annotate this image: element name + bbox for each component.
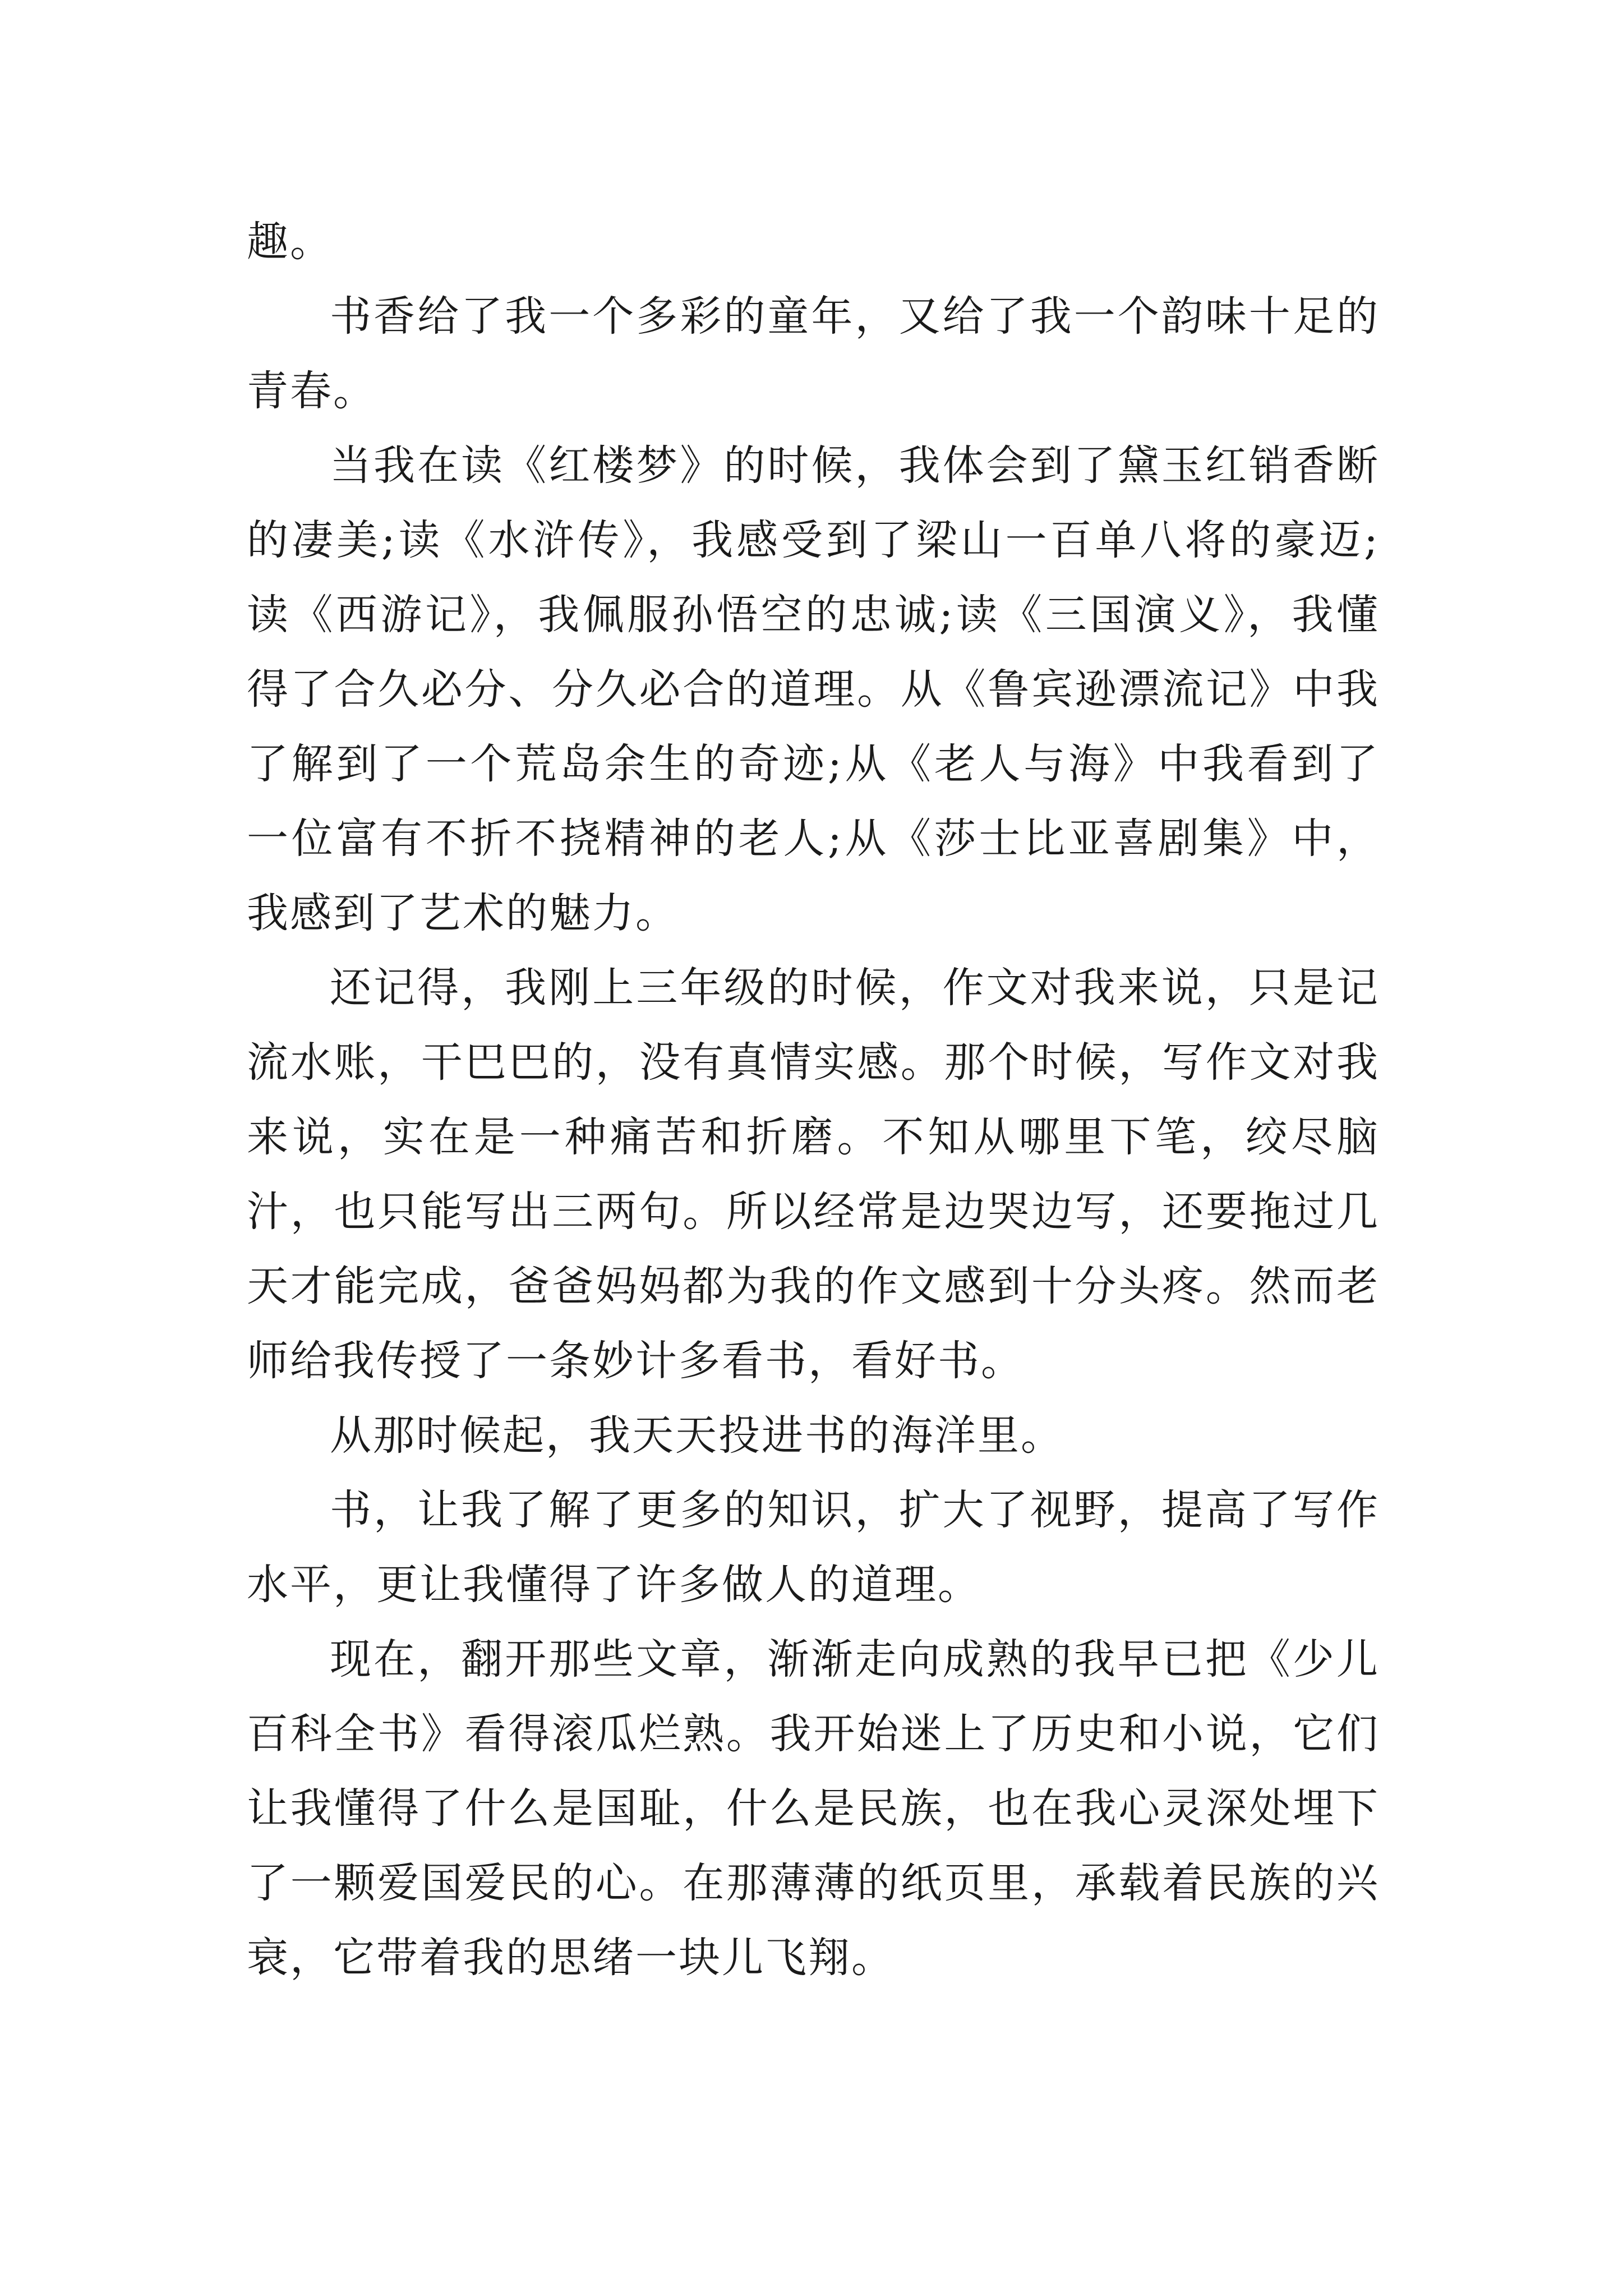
- paragraph-3: 当我在读《红楼梦》的时候，我体会到了黛玉红销香断的凄美;读《水浒传》，我感受到了梁山一百单八将的豪迈;读《西游记》，我佩服孙悟空的忠诚;读《三国演义》，我懂得了合久必分、分久必合的道理。从《鲁宾逊漂流记》中我了解到了一个荒岛余生的奇迹;从《老人与海》中我看到了一位富有不折不挠精神的老人;从《莎士比亚喜剧集》中，我感到了艺术的魅力。: [247, 441, 1380, 937]
- paragraph-5: 从那时候起，我天天投进书的海洋里。: [330, 1411, 1064, 1460]
- paragraph-6: 书，让我了解了更多的知识，扩大了视野，提高了写作水平，更让我懂得了许多做人的道理。: [247, 1486, 1380, 1609]
- document-body: [247, 205, 1380, 1995]
- paragraph-2: 书香给了我一个多彩的童年，又给了我一个韵味十足的青春。: [247, 292, 1380, 415]
- paragraph-1: 趣。: [247, 218, 333, 266]
- paragraph-4: 还记得，我刚上三年级的时候，作文对我来说，只是记流水账，干巴巴的，没有真情实感。那个时候，写作文对我来说，实在是一种痛苦和折磨。不知从哪里下笔，绞尽脑汁，也只能写出三两句。所以经常是边哭边写，还要拖过几天才能完成，爸爸妈妈都为我的作文感到十分头疼。然而老师给我传授了一条妙计多看书，看好书。: [247, 964, 1380, 1385]
- paragraph-7: 现在，翻开那些文章，渐渐走向成熟的我早已把《少儿百科全书》看得滚瓜烂熟。我开始迷上了历史和小说，它们让我懂得了什么是国耻，什么是民族，也在我心灵深处埋下了一颗爱国爱民的心。在那薄薄的纸页里，承载着民族的兴衰，它带着我的思绪一块儿飞翔。: [247, 1635, 1380, 1982]
